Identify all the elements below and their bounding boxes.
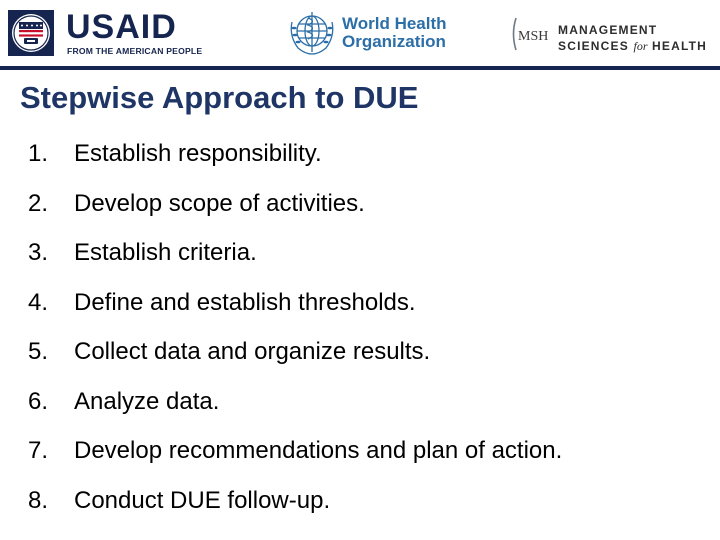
step-number: 5. — [28, 338, 49, 365]
steps-list — [28, 140, 562, 536]
step-text: Develop scope of activities. — [74, 189, 365, 217]
list-item — [28, 190, 562, 240]
who-wordmark — [342, 15, 447, 51]
step-number: 8. — [28, 486, 49, 514]
logo-bar — [0, 0, 720, 66]
step-text: Analyze data. — [74, 387, 220, 415]
who-emblem-icon — [286, 8, 338, 58]
list-item — [28, 239, 562, 289]
msh-logo — [512, 14, 712, 54]
list-item — [28, 140, 562, 190]
step-text: Define and establish thresholds. — [74, 288, 416, 316]
list-item — [28, 437, 562, 487]
usaid-logo — [8, 8, 203, 56]
step-number: 6. — [28, 387, 49, 415]
step-text: Establish responsibility. — [74, 140, 322, 167]
list-item — [28, 289, 562, 339]
usaid-subtitle: FROM THE AMERICAN PEOPLE — [67, 46, 203, 56]
header-rule — [0, 66, 720, 70]
step-text: Collect data and organize results. — [74, 338, 431, 365]
step-number: 1. — [28, 140, 49, 167]
msh-line-2 — [558, 38, 707, 54]
step-number: 4. — [28, 288, 49, 316]
list-item — [28, 388, 562, 438]
step-text: Conduct DUE follow-up. — [74, 486, 331, 514]
msh-mark-text: MSH — [518, 29, 549, 44]
step-number: 3. — [28, 239, 49, 266]
msh-wordmark — [558, 22, 707, 54]
step-number: 7. — [28, 437, 49, 464]
msh-line-2-a: SCIENCES — [558, 39, 634, 53]
slide-title: Stepwise Approach to DUE — [20, 80, 419, 115]
usaid-wordmark: USAID — [66, 8, 177, 46]
msh-mark-icon — [512, 14, 550, 54]
who-line-1: World Health — [342, 14, 447, 33]
msh-line-2-for: for — [633, 39, 648, 53]
usaid-seal-icon — [8, 10, 54, 56]
who-line-2: Organization — [342, 32, 446, 51]
step-text: Develop recommendations and plan of action. — [74, 437, 563, 464]
who-logo — [286, 8, 456, 58]
step-text: Establish criteria. — [74, 239, 257, 266]
step-number: 2. — [28, 189, 49, 217]
msh-line-1: MANAGEMENT — [558, 23, 658, 37]
msh-line-2-b: HEALTH — [647, 39, 708, 53]
list-item — [28, 487, 562, 537]
list-item — [28, 338, 562, 388]
